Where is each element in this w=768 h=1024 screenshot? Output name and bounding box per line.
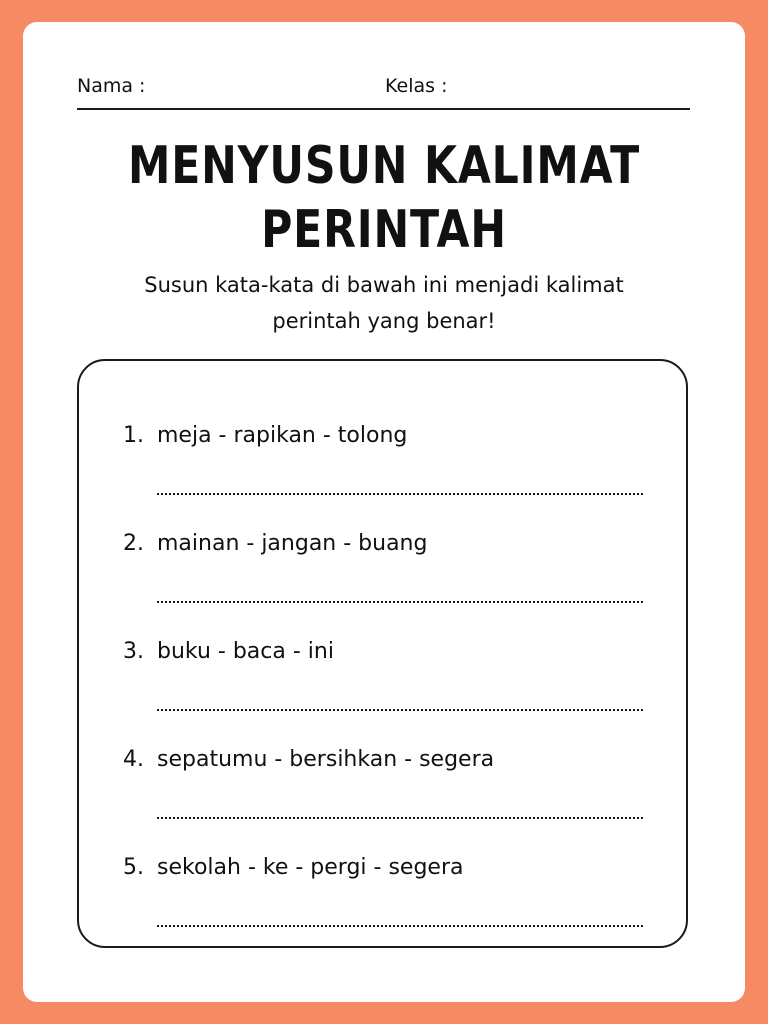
exercise-words: meja - rapikan - tolong [157, 423, 408, 448]
exercise-number: 2. [123, 531, 144, 556]
worksheet-page [23, 22, 745, 1002]
title-line-2: PERINTAH [261, 200, 507, 260]
exercise-box [77, 359, 688, 948]
page-title [88, 134, 680, 262]
answer-line[interactable] [157, 925, 643, 927]
answer-line[interactable] [157, 493, 643, 495]
exercise-words: mainan - jangan - buang [157, 531, 428, 556]
exercise-item [123, 639, 643, 669]
exercise-words: buku - baca - ini [157, 639, 334, 664]
title-line-1: MENYUSUN KALIMAT [127, 136, 641, 196]
exercise-item [123, 747, 643, 777]
student-info-row [77, 74, 690, 110]
exercise-number: 1. [123, 423, 144, 448]
instructions-line-2: perintah yang benar! [272, 309, 496, 333]
exercise-words: sekolah - ke - pergi - segera [157, 855, 464, 880]
instructions-line-1: Susun kata-kata di bawah ini menjadi kalimat [144, 273, 624, 297]
exercise-number: 4. [123, 747, 144, 772]
answer-line[interactable] [157, 601, 643, 603]
class-label: Kelas : [385, 75, 448, 97]
answer-line[interactable] [157, 817, 643, 819]
name-label: Nama : [77, 75, 146, 97]
answer-line[interactable] [157, 709, 643, 711]
exercise-words: sepatumu - bersihkan - segera [157, 747, 495, 772]
exercise-item [123, 531, 643, 561]
instructions [23, 267, 745, 339]
exercise-item [123, 855, 643, 885]
exercise-item [123, 423, 643, 453]
exercise-number: 5. [123, 855, 144, 880]
exercise-number: 3. [123, 639, 144, 664]
